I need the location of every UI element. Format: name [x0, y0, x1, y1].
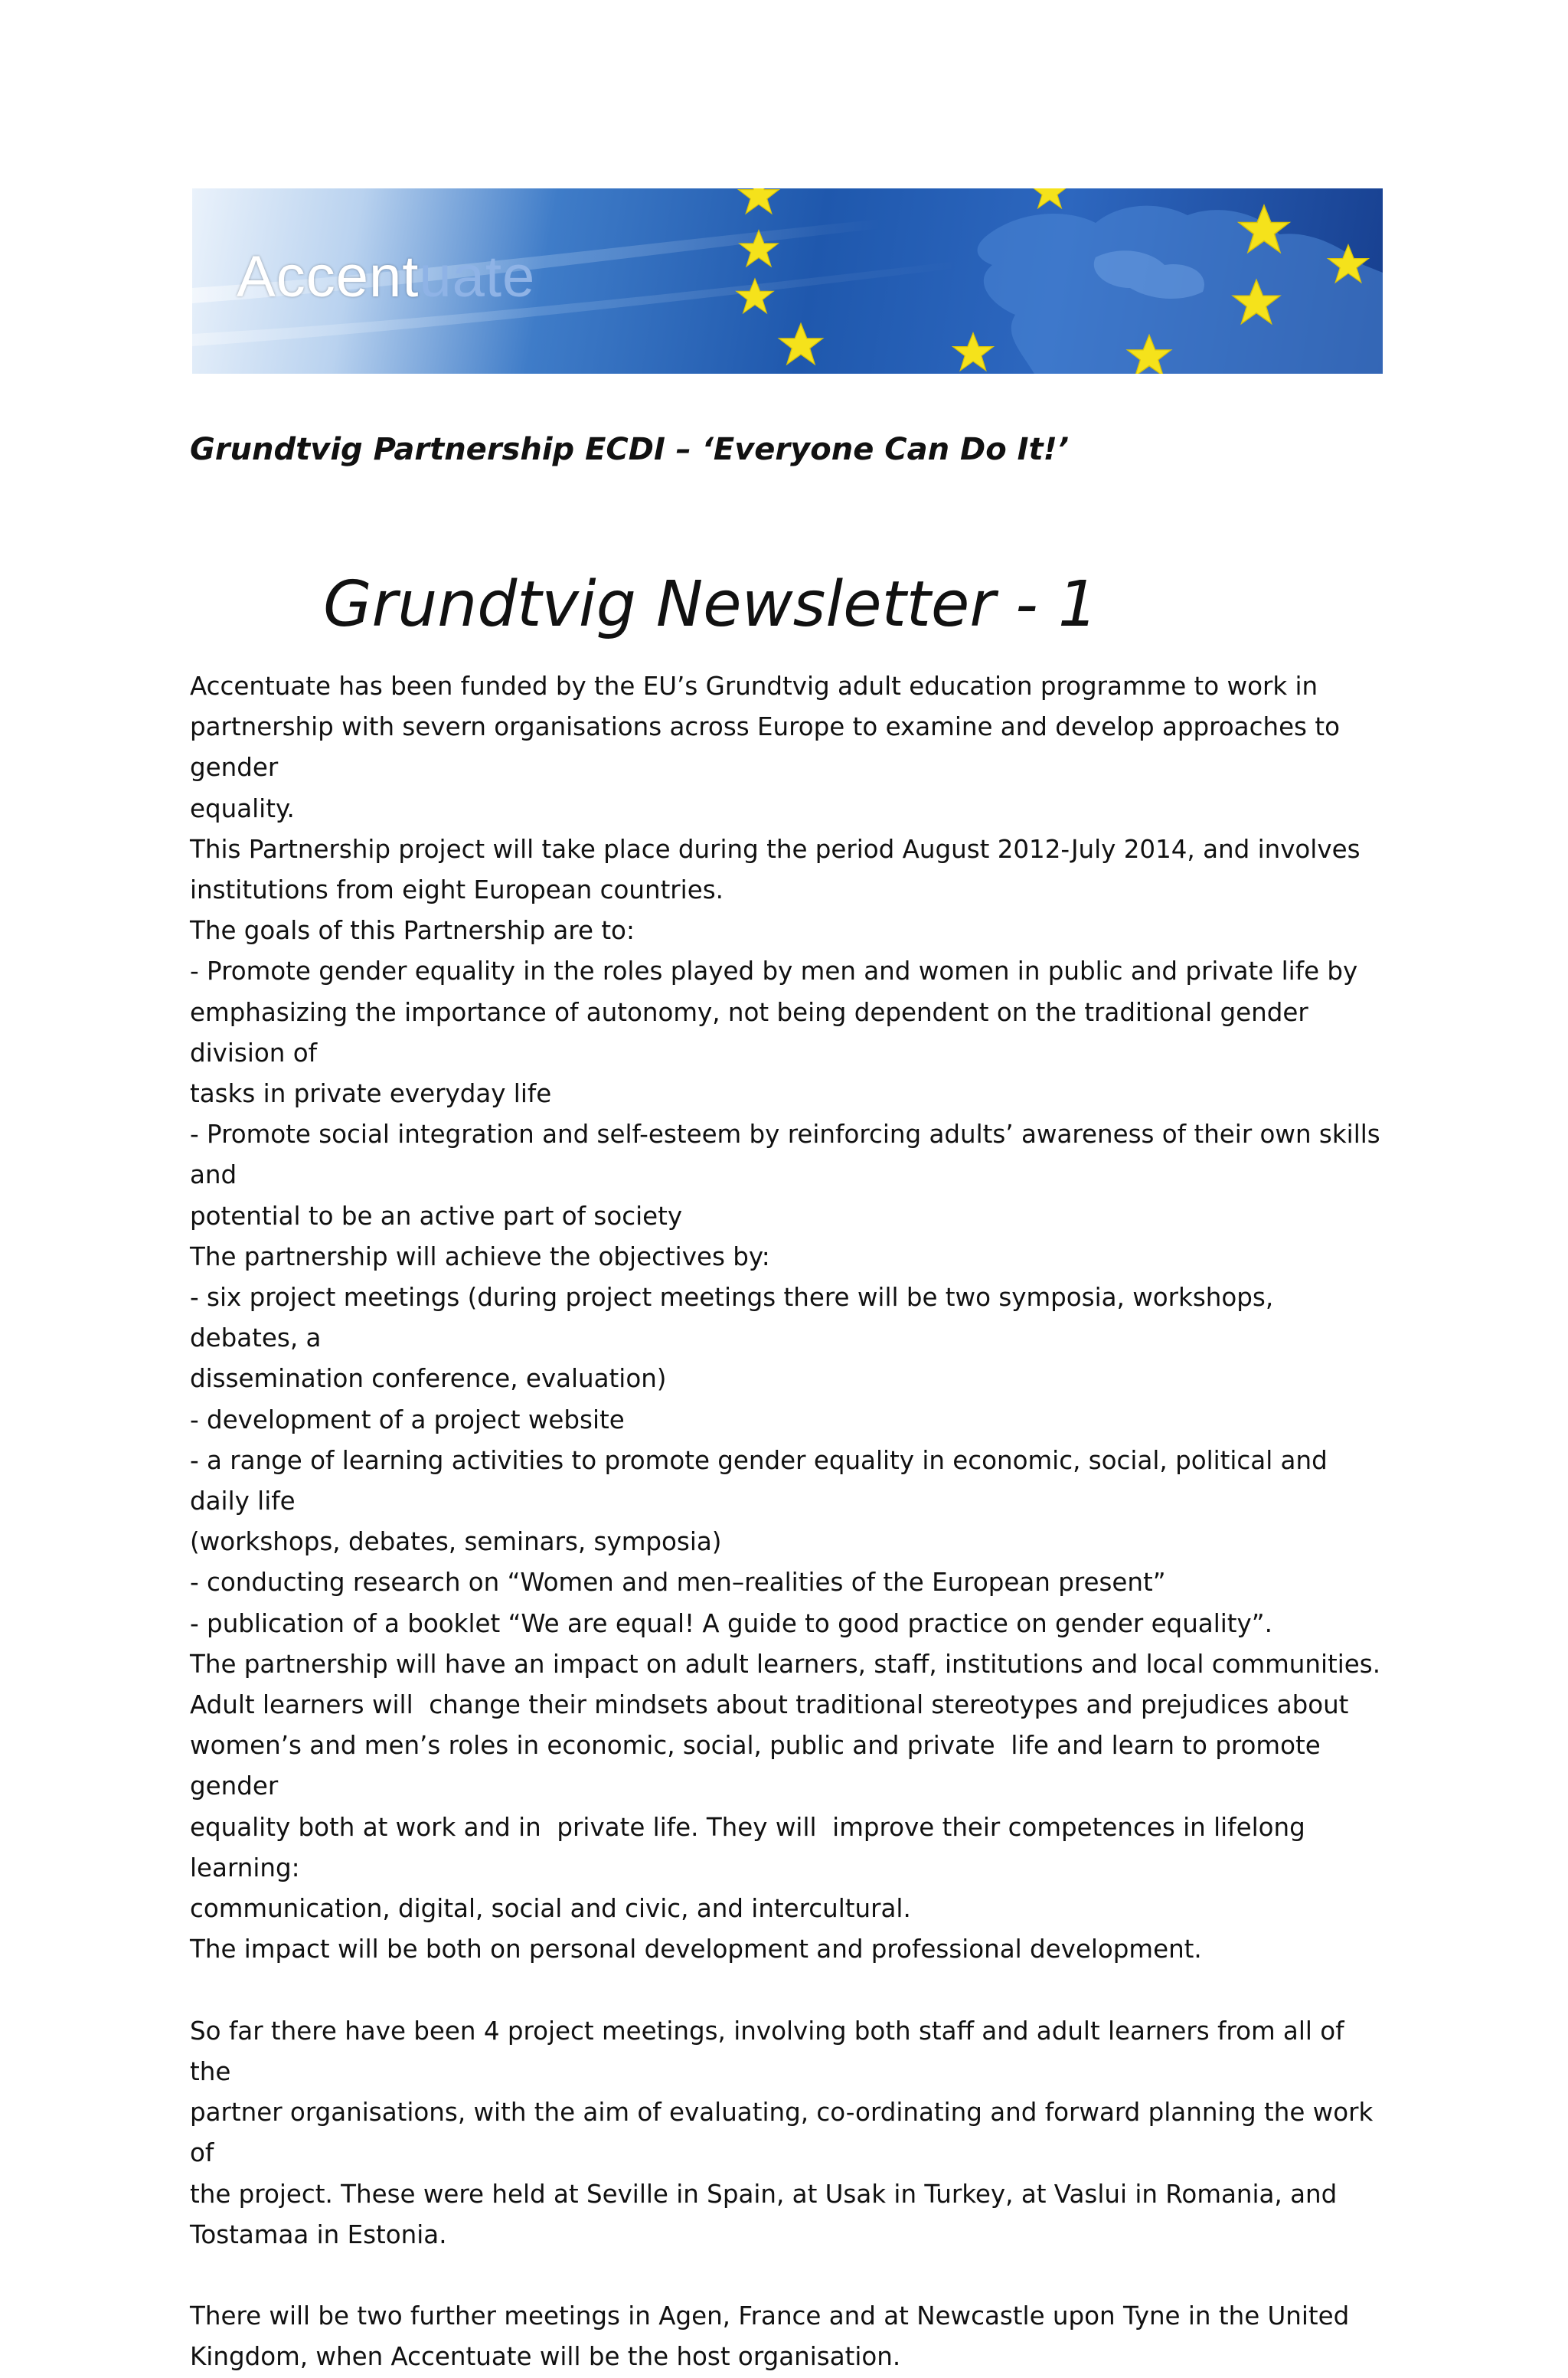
newsletter-title: Grundtvig Newsletter - 1	[323, 568, 1098, 641]
body-line: (workshops, debates, seminars, symposia)	[190, 1527, 722, 1557]
body-line: emphasizing the importance of autonomy, not being dependent on the traditional gender division of	[190, 997, 1317, 1068]
body-line: the project. These were held at Seville in Spain, at Usak in Turkey, at Vaslui in Romania, and	[190, 2179, 1338, 2209]
body-line: Kingdom, when Accentuate will be the host organisation.	[190, 2342, 901, 2372]
body-line: partner organisations, with the aim of evaluating, co-ordinating and forward planning the work of	[190, 2098, 1381, 2168]
body-line: - Promote social integration and self-esteem by reinforcing adults’ awareness of their own skills and	[190, 1120, 1389, 1190]
body-line: There will be two further meetings in Agen, France and at Newcastle upon Tyne in the United	[190, 2301, 1350, 2331]
body-line: - development of a project website	[190, 1405, 625, 1434]
body-line: - conducting research on “Women and men–realities of the European present”	[190, 1568, 1166, 1598]
body-line: women’s and men’s roles in economic, social, public and private life and learn to promote gender	[190, 1731, 1329, 1801]
paragraph-spacer	[190, 1971, 1384, 2011]
body-line: Accentuate has been funded by the EU’s Grundtvig adult education programme to work in	[190, 672, 1318, 701]
body-line: - a range of learning activities to promote gender equality in economic, social, political and daily life	[190, 1445, 1336, 1516]
partnership-subtitle: Grundtvig Partnership ECDI – ‘Everyone Can Do It!’	[190, 432, 1070, 467]
body-line: institutions from eight European countries.	[190, 875, 724, 905]
body-line: tasks in private everyday life	[190, 1079, 552, 1109]
body-line: Adult learners will change their mindsets about traditional stereotypes and prejudices about	[190, 1690, 1349, 1720]
body-line: The partnership will achieve the objectives by:	[190, 1241, 770, 1271]
star-icon	[953, 333, 994, 371]
body-line: This Partnership project will take place during the period August 2012-July 2014, and involves	[190, 834, 1361, 864]
body-line: The partnership will have an impact on adult learners, staff, institutions and local communities.	[190, 1649, 1381, 1679]
star-icon	[1031, 188, 1068, 208]
body-line: The impact will be both on personal development and professional development.	[190, 1935, 1202, 1964]
body-line: dissemination conference, evaluation)	[190, 1364, 667, 1394]
body-line: equality both at work and in private life. They will improve their competences in lifelong learning:	[190, 1812, 1314, 1882]
body-line: - six project meetings (during project meetings there will be two symposia, workshops, debates, a	[190, 1283, 1282, 1353]
body-line: partnership with severn organisations across Europe to examine and develop approaches to gender	[190, 712, 1348, 783]
body-line: - Promote gender equality in the roles played by men and women in public and private life by	[190, 957, 1358, 986]
body-line: equality.	[190, 793, 295, 823]
body-line: - publication of a booklet “We are equal! A guide to good practice on gender equality”.	[190, 1608, 1272, 1638]
logo-main-text: Accent	[237, 244, 420, 309]
accentuate-banner	[192, 188, 1383, 374]
body-line: The goals of this Partnership are to:	[190, 916, 635, 946]
body-line: potential to be an active part of society	[190, 1201, 683, 1231]
paragraph-spacer	[190, 2255, 1384, 2296]
logo-accent-text: uate	[419, 244, 536, 309]
body-line: So far there have been 4 project meetings, involving both staff and adult learners from all of the	[190, 2016, 1352, 2086]
body-line: Tostamaa in Estonia.	[190, 2219, 447, 2249]
star-icon	[739, 188, 779, 214]
accentuate-logo	[237, 244, 536, 309]
star-icon	[779, 323, 822, 364]
newsletter-body	[190, 666, 1389, 2378]
body-line: communication, digital, social and civic, and intercultural.	[190, 1894, 911, 1924]
